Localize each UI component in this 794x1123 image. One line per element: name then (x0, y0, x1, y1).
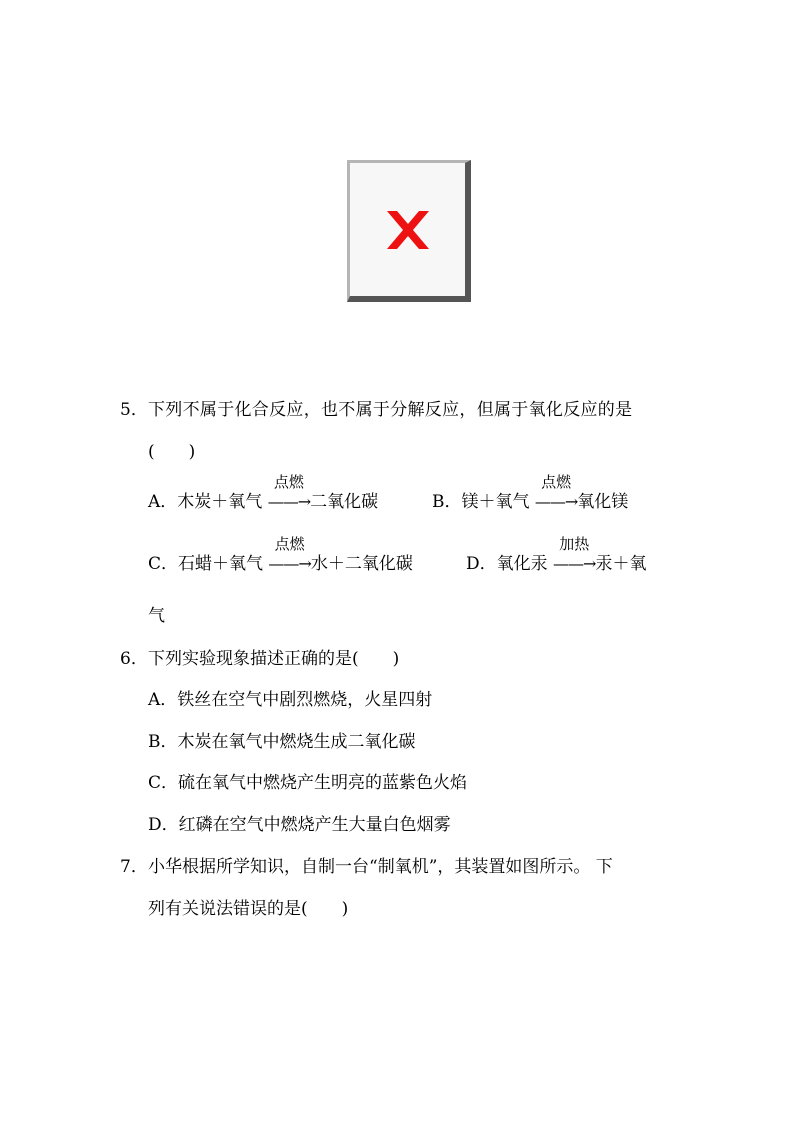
question-5-option-d-wrap: 气 (148, 606, 165, 626)
option-d-reactants: D．氧化汞 (466, 554, 548, 574)
arrow-icon: ——→ (553, 554, 596, 573)
broken-image-icon (381, 207, 435, 253)
question-7-number: 7． (120, 857, 148, 877)
question-5-number: 5． (120, 400, 148, 420)
question-5-paren: ( ) (148, 442, 196, 462)
option-a-reactants: A．木炭＋氧气 (148, 492, 263, 512)
question-6-option-a: A．铁丝在空气中剧烈燃烧，火星四射 (148, 690, 433, 710)
option-a-condition: 点燃 (273, 473, 304, 491)
option-c-arrow (268, 535, 311, 575)
option-c-products: 水＋二氧化碳 (310, 554, 413, 574)
question-5-option-b (432, 473, 629, 513)
arrow-icon: ——→ (534, 492, 578, 511)
option-d-arrow (553, 535, 596, 575)
option-a-products: 二氧化碳 (310, 492, 379, 512)
option-c-reactants: C．石蜡＋氧气 (148, 554, 264, 574)
question-5-option-c (148, 535, 413, 575)
option-a-arrow (267, 473, 311, 513)
option-d-products: 汞＋氧 (595, 554, 647, 574)
option-b-products: 氧化镁 (577, 492, 629, 512)
broken-image-placeholder (347, 160, 471, 302)
question-7-stem-continued: 列有关说法错误的是( ) (148, 899, 349, 919)
arrow-icon: ——→ (267, 492, 311, 511)
question-6-option-d: D．红磷在空气中燃烧产生大量白色烟雾 (148, 815, 451, 835)
question-5-stem: 下列不属于化合反应，也不属于分解反应，但属于氧化反应的是 (148, 400, 633, 420)
arrow-icon: ——→ (268, 554, 311, 573)
option-b-reactants: B．镁＋氧气 (432, 492, 530, 512)
option-b-arrow (534, 473, 578, 513)
option-b-condition: 点燃 (541, 473, 572, 491)
question-6-option-b: B．木炭在氧气中燃烧生成二氧化碳 (148, 732, 416, 752)
question-6-stem: 下列实验现象描述正确的是( ) (148, 649, 400, 669)
option-c-condition: 点燃 (274, 535, 305, 553)
question-6-number: 6． (120, 649, 148, 669)
option-d-condition: 加热 (559, 535, 590, 553)
question-7-stem: 小华根据所学知识，自制一台“制氧机”，其装置如图所示。 下 (148, 857, 613, 877)
question-6-option-c: C．硫在氧气中燃烧产生明亮的蓝紫色火焰 (148, 773, 468, 793)
question-5-option-d (466, 535, 647, 575)
question-5-option-a (148, 473, 379, 513)
